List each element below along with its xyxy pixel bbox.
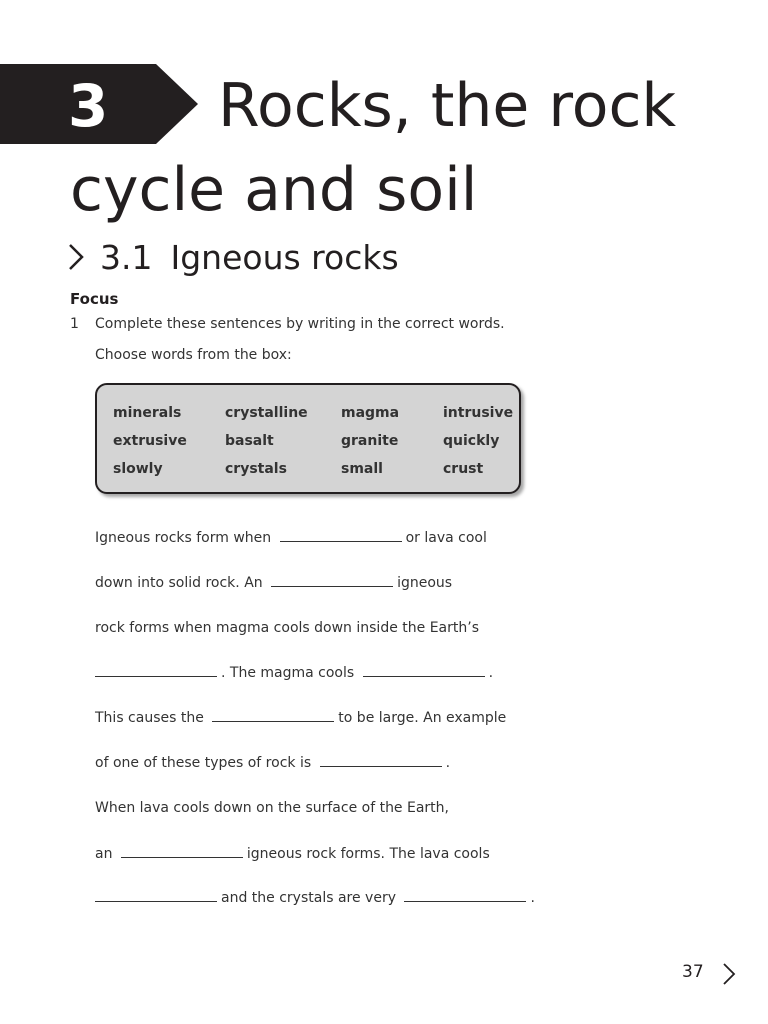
question-number: 1: [70, 316, 79, 332]
word-bank-item: extrusive: [113, 433, 187, 449]
word-bank-item: basalt: [225, 433, 274, 449]
chapter-title-line-1: Rocks, the rock: [218, 71, 677, 141]
word-bank-item: slowly: [113, 461, 163, 477]
word-bank-item: small: [341, 461, 383, 477]
word-bank-item: crystalline: [225, 405, 308, 421]
passage-text: or lava cool: [405, 530, 487, 546]
passage-text: .: [488, 665, 494, 681]
passage-line: [95, 888, 535, 908]
section-title: Igneous rocks: [170, 237, 399, 277]
answer-blank[interactable]: [280, 529, 402, 542]
answer-blank[interactable]: [95, 664, 217, 677]
passage-text: an: [95, 846, 113, 862]
focus-label: Focus: [70, 290, 119, 308]
passage-text: . The magma cools: [221, 665, 355, 681]
word-bank-item: minerals: [113, 405, 182, 421]
answer-blank[interactable]: [212, 709, 334, 722]
answer-blank[interactable]: [95, 889, 217, 902]
passage-line: [95, 528, 487, 548]
word-bank-item: granite: [341, 433, 399, 449]
word-bank-item: crystals: [225, 461, 287, 477]
passage-text: Igneous rocks form when: [95, 530, 272, 546]
passage-text: to be large. An example: [338, 710, 507, 726]
word-bank-item: intrusive: [443, 405, 514, 421]
word-bank-item: quickly: [443, 433, 500, 449]
answer-blank[interactable]: [121, 845, 243, 858]
passage-line: [95, 663, 493, 683]
passage-text: igneous: [397, 575, 453, 591]
passage-text: and the crystals are very: [221, 890, 396, 906]
chevron-right-icon: [66, 242, 86, 272]
question-instruction: Choose words from the box:: [95, 347, 292, 363]
passage-line: [95, 708, 506, 728]
passage-line: [95, 573, 452, 593]
passage-text: When lava cools down on the surface of the Earth,: [95, 800, 449, 816]
word-box: [95, 383, 521, 494]
passage-line: [95, 618, 479, 638]
passage-text: .: [530, 890, 535, 906]
chapter-title-line-2: cycle and soil: [70, 155, 478, 225]
passage-text: .: [445, 755, 451, 771]
answer-blank[interactable]: [320, 754, 442, 767]
word-bank-item: crust: [443, 461, 484, 477]
next-page-chevron-icon[interactable]: [722, 962, 736, 986]
passage-text: of one of these types of rock is: [95, 755, 312, 771]
passage-text: rock forms when magma cools down inside the Earth’s: [95, 620, 479, 636]
section-number: 3.1: [100, 237, 153, 277]
passage-text: igneous rock forms. The lava cools: [246, 846, 490, 862]
answer-blank[interactable]: [404, 889, 526, 902]
page-number: 37: [682, 962, 704, 982]
word-bank-item: magma: [341, 405, 400, 421]
passage-text: down into solid rock. An: [95, 575, 263, 591]
passage-line: [95, 844, 490, 864]
passage-line: [95, 753, 450, 773]
question-text: Complete these sentences by writing in the correct words.: [95, 316, 505, 332]
passage-text: This causes the: [95, 710, 204, 726]
answer-blank[interactable]: [271, 574, 393, 587]
chapter-number: 3: [68, 72, 109, 140]
answer-blank[interactable]: [363, 664, 485, 677]
section-heading: [66, 234, 399, 280]
passage-line: [95, 798, 449, 818]
